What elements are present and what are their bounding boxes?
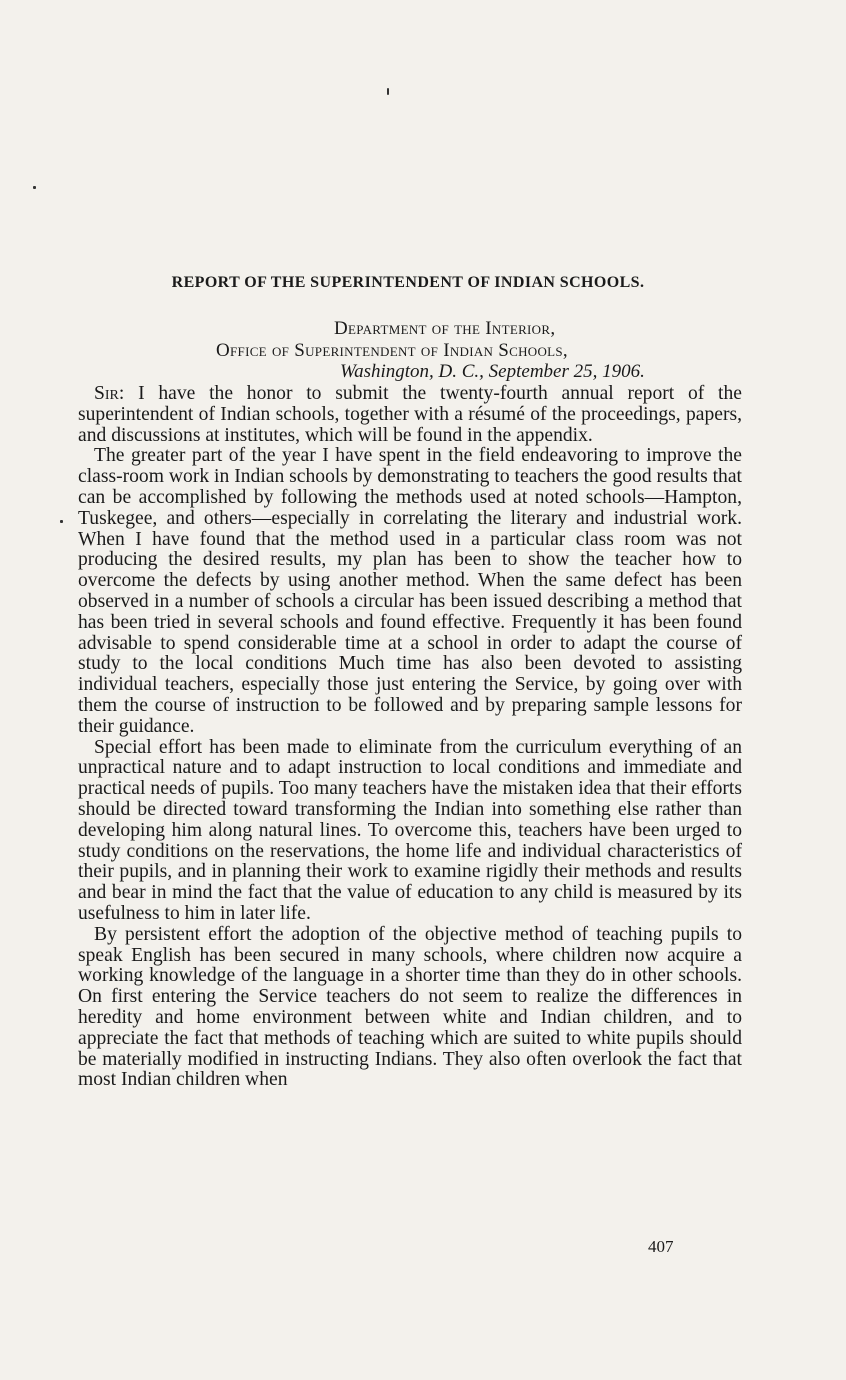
report-body <box>78 384 742 1091</box>
address-line-office: Office of Superintendent of Indian Schools, <box>216 340 568 361</box>
scan-mark-top <box>387 88 389 95</box>
paragraph-1 <box>78 384 742 446</box>
paragraph-4: By persistent effort the adoption of the objective method of teaching pupils to speak English has been secured in many schools, where children now acquire a working knowledge of the language in a shorter time than they do in other schools. On first entering the Service teachers do not seem to realize the differences in heredity and home environment between white and Indian children, and to appreciate the fact that methods of teaching which are suited to white pupils should be materially modified in instructing Indians. They also often overlook the fact that most Indian children when <box>78 923 742 1091</box>
paragraph-3: Special effort has been made to eliminate from the curriculum everything of an unpractical nature and to adapt instruction to local conditions and immediate and practical needs of pupils. Too many teachers have the mistaken idea that their efforts should be directed toward transforming the Indian into something else rather than developing him along natural lines. To overcome this, teachers have been urged to study conditions on the reservations, the home life and individual characteristics of their pupils, and in planning their work to examine rigidly their methods and results and bear in mind the fact that the value of education to any child is measured by its usefulness to him in later life. <box>78 736 742 924</box>
report-heading: REPORT OF THE SUPERINTENDENT OF INDIAN SCHOOLS. <box>171 274 645 291</box>
paragraph-2: The greater part of the year I have spent in the field endeavoring to improve the class-room work in Indian schools by demonstrating to teachers the good results that can be accomplished by following the methods used at noted schools—Hampton, Tuskegee, and others—especially in correlating the literary and industrial work. When I have found that the method used in a particular class room was not producing the desired results, my plan has been to show the teacher how to overcome the defects by using another method. When the same defect has been observed in a number of schools a circular has been issued describing a method that has been tried in several schools and found effective. Frequently it has been found advisable to spend considerable time at a school in order to adapt the course of study to the local conditions Much time has also been devoted to assisting individual teachers, especially those just entering the Service, by going over with them the course of instruction to be followed and by preparing sample lessons for their guidance. <box>78 445 742 737</box>
salutation: Sir: <box>94 383 125 404</box>
scan-mark-margin <box>60 520 63 523</box>
paragraph-1-text: I have the honor to submit the twenty-fourth annual report of the superintendent of Indian schools, together with a résumé of the proceedings, papers, and discussions at institutes, which will be found in the appendix. <box>78 383 742 446</box>
address-line-department: Department of the Interior, <box>334 318 556 339</box>
address-line-place-date: Washington, D. C., September 25, 1906. <box>340 361 645 382</box>
scan-mark-left <box>33 186 36 189</box>
page-number: 407 <box>648 1237 674 1256</box>
